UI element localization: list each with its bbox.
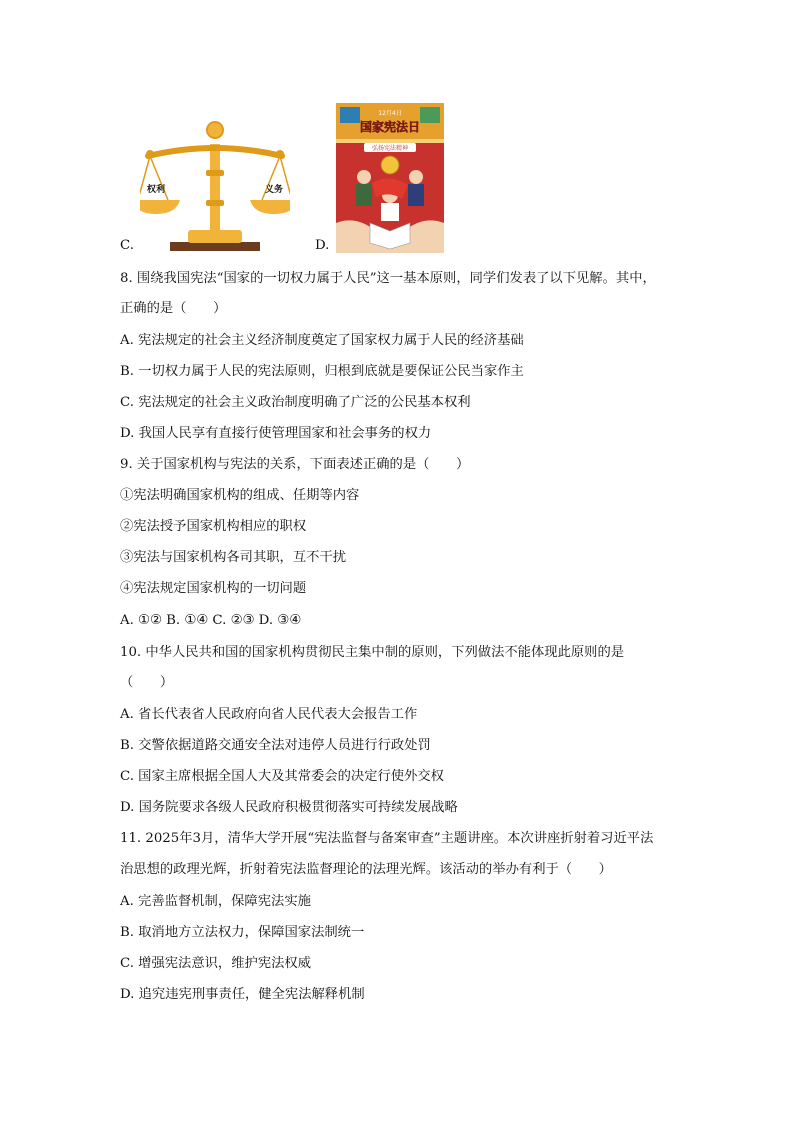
q9-stem: 9. 关于国家机构与宪法的关系，下面表述正确的是（ ） xyxy=(120,457,470,472)
q9-choices: A. ①② B. ①④ C. ②③ D. ③④ xyxy=(120,613,302,628)
q8-option-b: B. 一切权力属于人民的宪法原则，归根到底就是要保证公民当家作主 xyxy=(120,364,524,379)
q11-stem-line2: 治思想的政理光辉，折射着宪法监督理论的法理光辉。该活动的举办有利于（ ） xyxy=(120,862,612,877)
q10-option-b: B. 交警依据道路交通安全法对违停人员进行行政处罚 xyxy=(120,738,431,753)
poster-title: 国家宪法日 xyxy=(359,120,421,134)
q11-stem-line1: 11. 2025年3月，清华大学开展“宪法监督与备案审查”主题讲座。本次讲座折射着习近平法 xyxy=(120,831,654,846)
q10-stem-line1: 10. 中华人民共和国的国家机构贯彻民主集中制的原则，下列做法不能体现此原则的是 xyxy=(120,645,625,660)
q10-option-d: D. 国务院要求各级人民政府积极贯彻落实可持续发展战略 xyxy=(120,800,458,815)
q8-option-c: C. 宪法规定的社会主义政治制度明确了广泛的公民基本权利 xyxy=(120,395,471,410)
option-d-letter: D. xyxy=(315,238,330,253)
poster-date: 12月4日 xyxy=(378,110,402,117)
poster-subtitle: 弘扬宪法精神 xyxy=(371,145,409,152)
q8-stem-line1: 8. 围绕我国宪法“国家的一切权力属于人民”这一基本原则，同学们发表了以下见解。其中， xyxy=(120,271,656,286)
q9-item-4: ④宪法规定国家机构的一切问题 xyxy=(120,581,307,596)
q9-item-1: ①宪法明确国家机构的组成、任期等内容 xyxy=(120,488,360,503)
q10-option-a: A. 省长代表省人民政府向省人民代表大会报告工作 xyxy=(120,707,418,722)
q11-option-b: B. 取消地方立法权力，保障国家法制统一 xyxy=(120,925,365,940)
q8-option-d: D. 我国人民享有直接行使管理国家和社会事务的权力 xyxy=(120,426,432,441)
option-c-letter: C. xyxy=(120,238,134,253)
q10-stem-line2: （ ） xyxy=(120,675,174,690)
scale-right-label: 义务 xyxy=(264,185,284,195)
q11-option-c: C. 增强宪法意识，维护宪法权威 xyxy=(120,956,312,971)
q8-option-a: A. 宪法规定的社会主义经济制度奠定了国家权力属于人民的经济基础 xyxy=(120,333,524,348)
q9-item-3: ③宪法与国家机构各司其职，互不干扰 xyxy=(120,550,347,565)
scale-base xyxy=(170,242,260,251)
q11-option-d: D. 追究违宪刑事责任，健全宪法解释机制 xyxy=(120,987,365,1002)
balance-scale-image xyxy=(140,120,290,254)
q9-item-2: ②宪法授予国家机构相应的职权 xyxy=(120,519,307,534)
q11-option-a: A. 完善监督机制，保障宪法实施 xyxy=(120,894,311,909)
scale-left-label: 权利 xyxy=(146,185,166,195)
q8-stem-line2: 正确的是（ ） xyxy=(120,301,227,316)
constitution-day-poster-image xyxy=(336,103,444,253)
option-images xyxy=(120,100,480,260)
q10-option-c: C. 国家主席根据全国人大及其常委会的决定行使外交权 xyxy=(120,769,444,784)
